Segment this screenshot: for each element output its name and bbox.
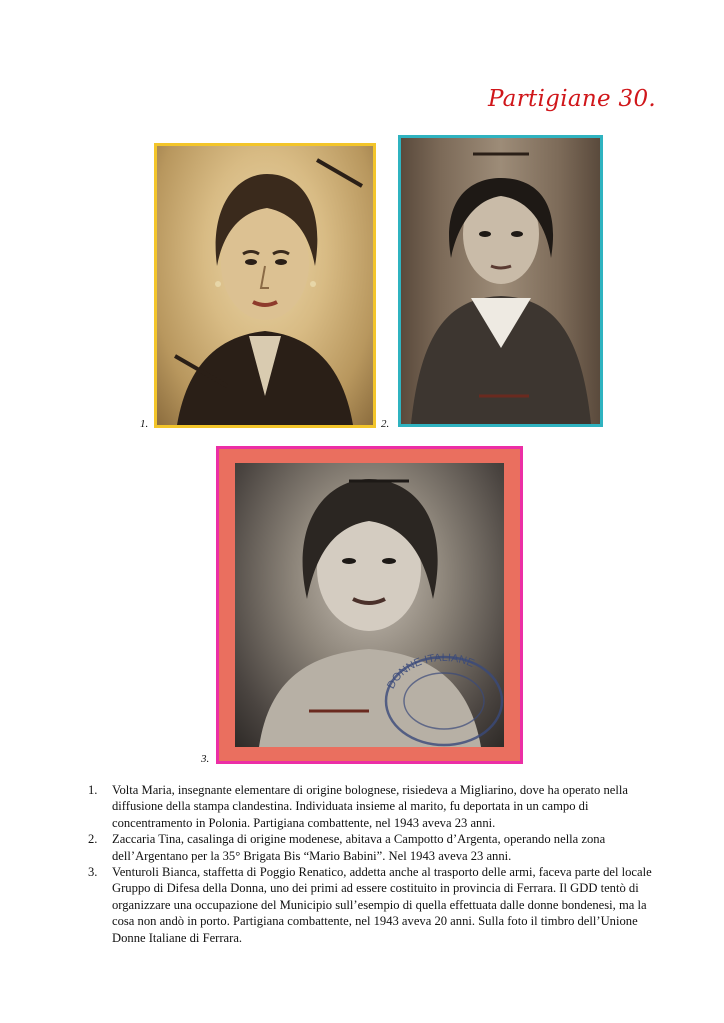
caption-text: Zaccaria Tina, casalinga di origine modenese, abitava a Campotto d’Argenta, operando nella zona dell’Argentano per la 35° Brigata Bis “Mario Babini”. Nel 1943 aveva 23 anni. [112,832,606,863]
portrait-figure-1 [157,146,373,425]
list-item [88,864,670,946]
portrait-photo-2 [398,135,603,427]
stamp-text: DONNE ITALIANE [385,651,476,691]
photo-label-3: 3. [201,753,210,765]
portrait-figure-2 [401,138,600,424]
caption-text: Venturoli Bianca, staffetta di Poggio Renatico, addetta anche al trasporto delle armi, faceva parte del locale Gruppo di Difesa della Donna, uno dei primi ad essere costituito in provincia di Ferrara. Il GDD tentò di organizzare una occupazione del Municipio sull’esempio di quella effettuata dalle donne bondenesi, ma la cosa non andò in porto. Partigiana combattente, nel 1943 aveva 20 anni. Sulla foto il timbro dell’Unione Donne Italiane di Ferrara. [112,865,652,945]
portrait-photo-1 [154,143,376,428]
caption-number: 3. [88,865,98,880]
caption-text: Volta Maria, insegnante elementare di origine bolognese, risiedeva a Migliarino, dove ha operato nella diffusione della stampa clandestina. Individuata insieme al marito, fu deportata in un campo di concentramento in Polonia. Partigiana combattente, nel 1943 aveva 23 anni. [112,783,628,830]
list-item [88,831,670,864]
photo-label-1: 1. [140,418,149,430]
photo-label-2: 2. [381,418,390,430]
portrait-photo-3 [216,446,523,764]
caption-number: 2. [88,832,98,847]
caption-list [88,782,670,946]
svg-text:DONNE ITALIANE [385,652,476,691]
stamp-seal [219,449,520,761]
page-title: Partigiane 30. [487,86,656,112]
caption-number: 1. [88,783,98,797]
list-item [88,782,670,831]
